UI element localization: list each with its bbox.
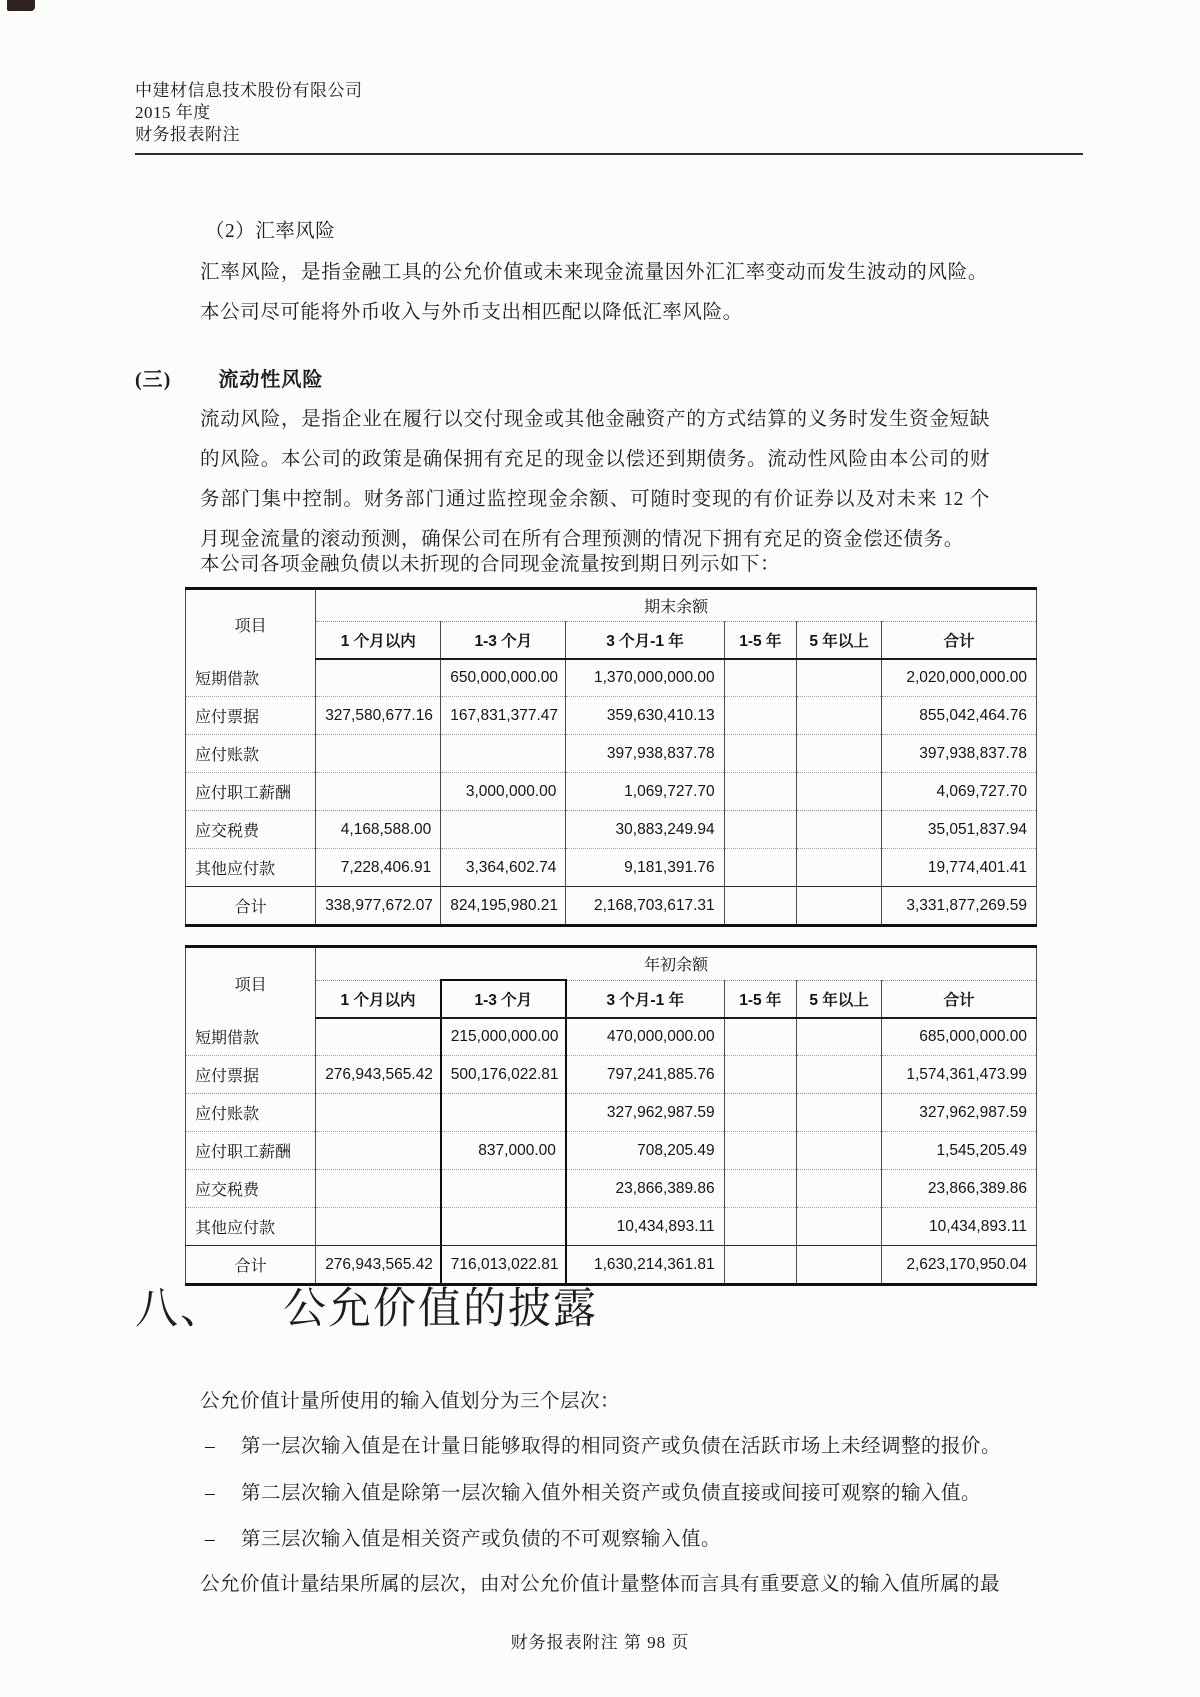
table-cell: 1,370,000,000.00 [566, 659, 724, 697]
table-cell: 30,883,249.94 [566, 811, 724, 849]
table-item-header: 项目 [186, 589, 316, 660]
table-cell: 1,069,727.70 [566, 773, 724, 811]
table-row-item: 应付账款 [186, 735, 316, 773]
table-row [186, 1170, 1037, 1208]
table-cell [796, 773, 881, 811]
table-row-item: 应付票据 [186, 697, 316, 735]
table-row-item: 合计 [186, 1246, 316, 1285]
table-row [186, 773, 1037, 811]
chapter-number: 八、 [135, 1286, 225, 1333]
table-header-row [186, 947, 1037, 981]
section-title: 流动性风险 [218, 369, 324, 391]
table-col-header: 合计 [882, 622, 1037, 660]
table-cell [796, 1018, 881, 1056]
table-row-item: 应付职工薪酬 [186, 1132, 316, 1170]
document-header [135, 80, 1083, 155]
table-item-header: 项目 [186, 947, 316, 1019]
fair-value-bullet-3 [205, 1523, 1005, 1551]
table-cell: 327,580,677.16 [316, 697, 441, 735]
table-cell [316, 1208, 441, 1246]
table-row-item: 应付职工薪酬 [186, 773, 316, 811]
table-cell: 7,228,406.91 [316, 849, 441, 887]
table-cell [724, 1246, 796, 1285]
table-col-header: 3 个月-1 年 [566, 622, 724, 660]
table-cell: 359,630,410.13 [566, 697, 724, 735]
bullet-dash: – [205, 1529, 216, 1550]
table-row [186, 1056, 1037, 1094]
table-row-item: 应交税费 [186, 1170, 316, 1208]
table-cell [316, 1170, 441, 1208]
table-cell [441, 1170, 566, 1208]
table-cell [316, 773, 441, 811]
table-cell: 685,000,000.00 [882, 1018, 1037, 1056]
table-cell: 10,434,893.11 [882, 1208, 1037, 1246]
bullet-dash: – [205, 1483, 216, 1504]
table-cell [316, 735, 441, 773]
table-cell [796, 697, 881, 735]
table-total-row [186, 887, 1037, 926]
table-cell [724, 1018, 796, 1056]
table-cell [441, 811, 566, 849]
table-cell [724, 811, 796, 849]
table-cell: 276,943,565.42 [316, 1246, 441, 1285]
table-cell: 3,331,877,269.59 [882, 887, 1037, 926]
bullet-text: 第一层次输入值是在计量日能够取得的相同资产或负债在活跃市场上未经调整的报价。 [241, 1436, 1002, 1457]
table-cell: 215,000,000.00 [441, 1018, 566, 1056]
table-row-item: 应付票据 [186, 1056, 316, 1094]
table-cell [724, 1094, 796, 1132]
table-cell [724, 1170, 796, 1208]
section-number: (三) [135, 369, 172, 391]
table-cell: 327,962,987.59 [566, 1094, 724, 1132]
bullet-text: 第三层次输入值是相关资产或负债的不可观察输入值。 [241, 1529, 722, 1550]
fair-value-section-heading [135, 1275, 598, 1336]
table-cell [724, 773, 796, 811]
table-cell [441, 1094, 566, 1132]
table-cell: 2,168,703,617.31 [566, 887, 724, 926]
table-cell: 19,774,401.41 [882, 849, 1037, 887]
table-col-header: 1-3 个月 [441, 980, 566, 1018]
table-cell: 327,962,987.59 [882, 1094, 1037, 1132]
table-col-header: 1-3 个月 [441, 622, 566, 660]
table-cell: 3,000,000.00 [441, 773, 566, 811]
table-row-item: 短期借款 [186, 1018, 316, 1056]
table-cell: 2,623,170,950.04 [882, 1246, 1037, 1285]
table-cell: 824,195,980.21 [441, 887, 566, 926]
table-row-item: 其他应付款 [186, 1208, 316, 1246]
table-header-row [186, 589, 1037, 622]
table-cell [724, 887, 796, 926]
liquidity-paragraph: 流动风险，是指企业在履行以交付现金或其他金融资产的方式结算的义务时发生资金短缺的风险。本公司的政策是确保拥有充足的现金以偿还到期债务。流动性风险由本公司的财务部门集中控制。财务部门通过监控现金余额、可随时变现的有价证券以及对未来 12 个月现金流量的滚动预测，确保公司在所有合理预测的情况下拥有充足的资金偿还债务。 [200, 409, 990, 551]
table-cell [796, 849, 881, 887]
table-cell: 10,434,893.11 [566, 1208, 724, 1246]
table-cell: 797,241,885.76 [566, 1056, 724, 1094]
table-cell [724, 659, 796, 697]
table-row-item: 应付账款 [186, 1094, 316, 1132]
scan-artifact [7, 0, 35, 11]
bullet-text: 第二层次输入值是除第一层次输入值外相关资产或负债直接或间接可观察的输入值。 [241, 1483, 982, 1504]
table-row [186, 1132, 1037, 1170]
table-cell [316, 659, 441, 697]
table-col-header: 5 年以上 [796, 622, 881, 660]
table-cell: 167,831,377.47 [441, 697, 566, 735]
table-cell: 276,943,565.42 [316, 1056, 441, 1094]
period-end-balance-table [185, 587, 1037, 927]
table-cell: 3,364,602.74 [441, 849, 566, 887]
table-col-header: 1-5 年 [724, 980, 796, 1018]
footer-text: 财务报表附注 第 98 页 [510, 1633, 690, 1652]
table-cell: 1,574,361,473.99 [882, 1056, 1037, 1094]
fair-value-closing-paragraph: 公允价值计量结果所属的层次，由对公允价值计量整体而言具有重要意义的输入值所属的最 [200, 1574, 1001, 1595]
table-cell: 855,042,464.76 [882, 697, 1037, 735]
table-cell [796, 1132, 881, 1170]
table-cell: 1,630,214,361.81 [566, 1246, 724, 1285]
table-cell [796, 1056, 881, 1094]
exchange-risk-heading: （2）汇率风险 [205, 221, 336, 242]
fair-value-bullet-2 [205, 1477, 1005, 1505]
table-cell: 338,977,672.07 [316, 887, 441, 926]
table-row [186, 849, 1037, 887]
table-cell [441, 735, 566, 773]
table-cell [796, 887, 881, 926]
table-cell [796, 811, 881, 849]
table-intro-text: 本公司各项金融负债以未折现的合同现金流量按到期日列示如下： [200, 554, 781, 575]
table-cell [796, 659, 881, 697]
table-cell: 716,013,022.81 [441, 1246, 566, 1285]
table-cell: 23,866,389.86 [882, 1170, 1037, 1208]
header-rule [135, 153, 1083, 155]
table-cell: 4,069,727.70 [882, 773, 1037, 811]
table-cell: 397,938,837.78 [566, 735, 724, 773]
table-period-header: 年初余额 [316, 947, 1037, 981]
table-period-header: 期末余额 [316, 589, 1037, 622]
document-title: 财务报表附注 [135, 125, 240, 145]
year-start-balance-table [185, 945, 1037, 1286]
table-row-item: 其他应付款 [186, 849, 316, 887]
table-cell [796, 1246, 881, 1285]
fair-value-intro: 公允价值计量所使用的输入值划分为三个层次： [200, 1391, 621, 1412]
bullet-dash: – [205, 1436, 216, 1457]
table-row-item: 合计 [186, 887, 316, 926]
table-cell: 837,000.00 [441, 1132, 566, 1170]
table-row [186, 1018, 1037, 1056]
table-col-header: 3 个月-1 年 [566, 980, 724, 1018]
table-cell [316, 1094, 441, 1132]
table-cell [724, 1056, 796, 1094]
table-col-header: 合计 [882, 980, 1037, 1018]
table-cell [796, 735, 881, 773]
table-cell: 23,866,389.86 [566, 1170, 724, 1208]
table-cell: 9,181,391.76 [566, 849, 724, 887]
table-cell: 500,176,022.81 [441, 1056, 566, 1094]
table-col-header: 1 个月以内 [316, 980, 441, 1018]
table-cell [724, 849, 796, 887]
table-cell [441, 1208, 566, 1246]
table-cell [724, 735, 796, 773]
table-cell: 650,000,000.00 [441, 659, 566, 697]
company-name: 中建材信息技术股份有限公司 [135, 81, 363, 100]
table-cell [724, 697, 796, 735]
table-row [186, 1094, 1037, 1132]
table-col-header: 1 个月以内 [316, 622, 441, 660]
table-cell: 35,051,837.94 [882, 811, 1037, 849]
table-row [186, 659, 1037, 697]
table-cell: 397,938,837.78 [882, 735, 1037, 773]
table-cell: 708,205.49 [566, 1132, 724, 1170]
table-row-item: 短期借款 [186, 659, 316, 697]
page-footer [0, 1628, 1200, 1653]
table-cell [316, 1132, 441, 1170]
table-cell: 2,020,000,000.00 [882, 659, 1037, 697]
table-cell [724, 1208, 796, 1246]
table-row [186, 697, 1037, 735]
table-cell: 1,545,205.49 [882, 1132, 1037, 1170]
table-cell [796, 1170, 881, 1208]
liquidity-section-heading [135, 363, 323, 392]
fair-value-bullet-1 [205, 1430, 1005, 1458]
table-cell [796, 1208, 881, 1246]
table-cell: 4,168,588.00 [316, 811, 441, 849]
table-row-item: 应交税费 [186, 811, 316, 849]
table-row [186, 811, 1037, 849]
table-cell [316, 1018, 441, 1056]
table-col-header: 1-5 年 [724, 622, 796, 660]
table-row [186, 1208, 1037, 1246]
chapter-title: 公允价值的披露 [283, 1286, 598, 1333]
table-row [186, 735, 1037, 773]
table-col-header: 5 年以上 [796, 980, 881, 1018]
table-cell [796, 1094, 881, 1132]
exchange-risk-paragraph: 汇率风险，是指金融工具的公允价值或未来现金流量因外汇汇率变动而发生波动的风险。本公司尽可能将外币收入与外币支出相匹配以降低汇率风险。 [200, 262, 988, 324]
table-cell: 470,000,000.00 [566, 1018, 724, 1056]
fiscal-year: 2015 年度 [135, 103, 211, 123]
table-cell [724, 1132, 796, 1170]
